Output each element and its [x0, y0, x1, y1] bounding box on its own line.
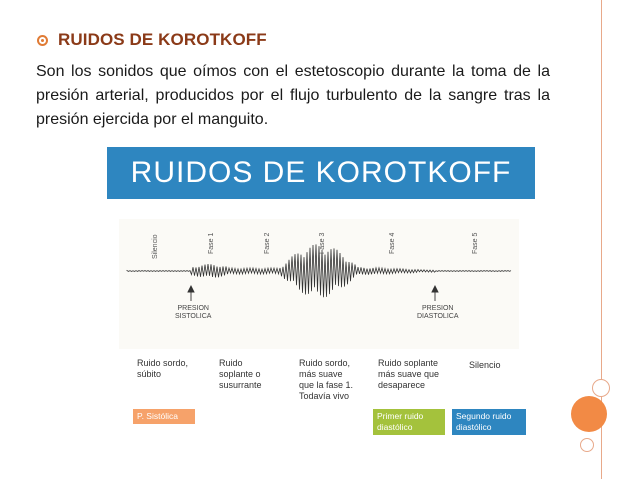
tag-line: Segundo ruido: [456, 411, 512, 421]
description-line: más suave que: [378, 369, 440, 379]
tag-systolic: P. Sistólica: [133, 409, 195, 424]
description-phase-2: [219, 358, 262, 391]
phase-label-silencio: Silencio: [152, 234, 159, 259]
phase-label-fase-2: Fase 2: [264, 232, 271, 254]
diastolic-pressure-label: [417, 305, 459, 321]
heading-row: [37, 30, 267, 50]
description-line: que la fase 1.: [299, 380, 354, 390]
korotkoff-figure: [107, 147, 535, 447]
tag-line: diastólico: [377, 422, 413, 432]
description-line: Ruido sordo,: [137, 358, 189, 368]
definition-paragraph: Son los sonidos que oímos con el estetoscopio durante la toma de la presión arterial, producidos por el flujo turbulento de la sangre tras la presión ejercida por el manguito.: [36, 63, 550, 128]
systolic-label-line: SISTOLICA: [175, 313, 212, 320]
description-line: Ruido soplante: [378, 358, 439, 368]
description-line: súbito: [137, 369, 162, 379]
systolic-label-line: PRESION: [177, 305, 209, 312]
tag-line: Primer ruido: [377, 411, 424, 421]
tag-line: diastólico: [456, 422, 492, 432]
figure-banner-title: RUIDOS DE KOROTKOFF: [130, 156, 512, 189]
phase-label-fase-4: Fase 4: [389, 232, 396, 254]
decorative-circle-icon: [580, 438, 594, 452]
tag-first-diastolic: [373, 409, 445, 435]
description-line: Ruido: [219, 358, 243, 368]
description-line: Todavía vivo: [299, 391, 350, 401]
phase-label-fase-5: Fase 5: [472, 232, 479, 254]
phase-label-fase-3: Fase 3: [319, 232, 326, 254]
phase-label-fase-1: Fase 1: [208, 232, 215, 254]
description-phase-3: [299, 358, 353, 402]
figure-banner: [107, 147, 535, 199]
pressure-arrows: [188, 286, 438, 301]
decorative-circle-icon: [571, 396, 607, 432]
decorative-circle-icon: [592, 379, 610, 397]
description-phase-5: [469, 360, 501, 371]
bullet-icon: [37, 35, 48, 46]
description-phase-4: [378, 358, 439, 391]
description-line: soplante o: [219, 369, 261, 379]
diastolic-label-line: PRESION: [421, 305, 454, 312]
waveform-panel: [119, 219, 519, 349]
systolic-pressure-label: [175, 305, 211, 321]
description-line: susurrante: [219, 380, 262, 390]
description-line: desaparece: [378, 380, 426, 390]
tag-second-diastolic: [452, 409, 526, 435]
description-line: más suave: [299, 369, 343, 379]
description-phase-1: [137, 358, 188, 380]
diastolic-arrowhead: [432, 286, 438, 292]
slide-heading: RUIDOS DE KOROTKOFF: [58, 30, 267, 49]
systolic-arrowhead: [188, 286, 194, 292]
description-line: Ruido sordo,: [299, 358, 351, 368]
description-line: Silencio: [469, 360, 501, 370]
diastolic-label-line: DIASTOLICA: [417, 313, 459, 320]
